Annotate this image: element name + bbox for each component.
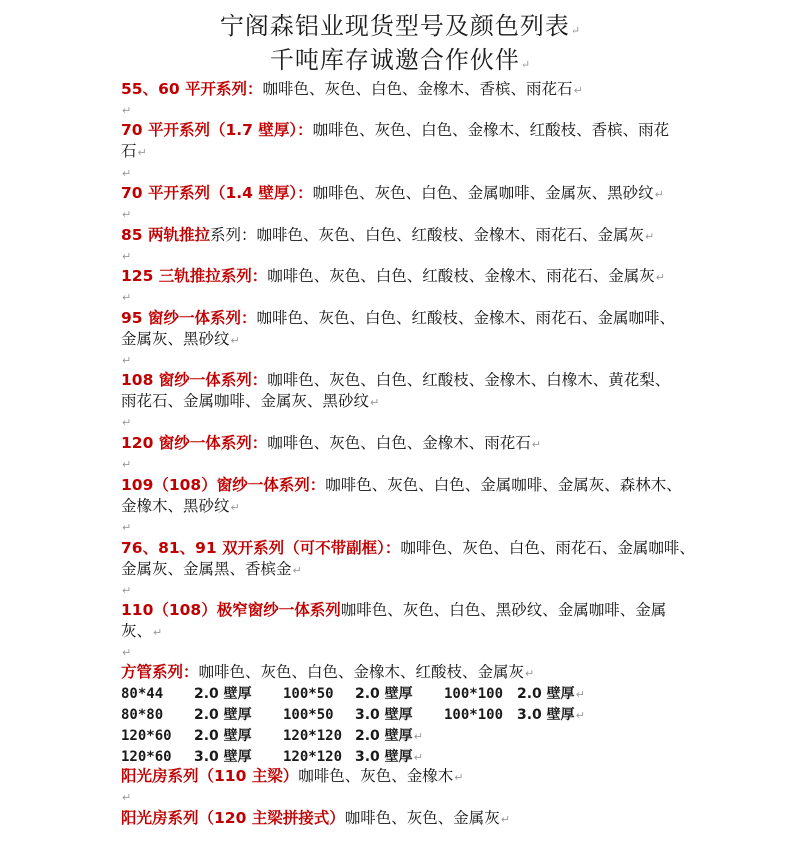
document-subtitle <box>0 40 801 75</box>
text-run: 100*50 <box>283 707 334 723</box>
series-entry-continuation <box>121 496 240 518</box>
paragraph-mark: ↵ <box>570 24 582 37</box>
paragraph-mark: ↵ <box>122 416 132 429</box>
color-list: 咖啡色、灰色、白色、红酸枝、金橡木、白橡木、黄花梨、 <box>267 371 671 389</box>
series-entry-continuation <box>121 391 379 413</box>
text-run: 120*120 <box>283 749 343 765</box>
paragraph-mark: ↵ <box>454 771 464 784</box>
paragraph-mark: ↵ <box>122 521 132 534</box>
text-run: 2.0 壁厚 <box>194 686 252 702</box>
text-run: 2.0 壁厚 <box>194 728 252 744</box>
tube-spec-cell <box>355 727 423 746</box>
blank-paragraph <box>121 789 131 805</box>
series-name: 76、81、91 双开系列（可不带副框）： <box>121 539 401 557</box>
color-list: 咖啡色、灰色、金橡木 <box>298 767 454 785</box>
tube-spec-cell <box>194 727 252 745</box>
series-name: 方管系列： <box>121 663 199 681</box>
series-entry <box>121 79 583 101</box>
series-entry <box>121 183 664 205</box>
series-entry <box>121 808 510 830</box>
series-entry-continuation <box>121 621 162 643</box>
text-run: 120*60 <box>121 728 172 744</box>
series-name: 70 平开系列（1.7 壁厚）： <box>121 121 313 139</box>
series-entry-continuation <box>121 329 240 351</box>
text-run: 金属灰、金属黑、香槟金 <box>121 560 292 578</box>
text-run: 3.0 壁厚 <box>355 707 413 723</box>
text-run: 3.0 壁厚 <box>517 707 575 723</box>
tube-spec-cell <box>355 748 423 767</box>
paragraph-mark: ↵ <box>230 501 240 514</box>
text-run: 石 <box>121 142 137 160</box>
paragraph-mark: ↵ <box>122 104 132 117</box>
tube-spec-cell <box>121 706 163 724</box>
series-entry <box>121 266 665 288</box>
color-list: 咖啡色、灰色、白色、黑砂纹、金属咖啡、金属 <box>340 601 667 619</box>
text-run: 雨花石、金属咖啡、金属灰、黑砂纹 <box>121 392 370 410</box>
paragraph-mark: ↵ <box>573 84 583 97</box>
text-run: 金属灰、黑砂纹 <box>121 330 230 348</box>
color-list: 咖啡色、灰色、白色、红酸枝、金橡木、雨花石、金属灰 <box>267 267 655 285</box>
series-name: 110（108）极窄窗纱一体系列 <box>121 601 341 619</box>
tube-spec-cell <box>517 685 585 704</box>
text-run: 2.0 壁厚 <box>355 686 413 702</box>
text-run: 金橡木、黑砂纹 <box>121 497 230 515</box>
series-entry <box>121 600 666 620</box>
blank-paragraph <box>121 248 131 264</box>
paragraph-mark: ↵ <box>153 626 163 639</box>
series-name: 70 平开系列（1.4 壁厚）： <box>121 184 313 202</box>
text-run: 2.0 壁厚 <box>517 686 575 702</box>
blank-paragraph <box>121 644 131 660</box>
text-run: 80*44 <box>121 686 164 702</box>
tube-spec-cell <box>283 727 342 745</box>
paragraph-mark: ↵ <box>531 438 541 451</box>
text-run: 3.0 壁厚 <box>355 749 413 765</box>
blank-paragraph <box>121 582 131 598</box>
series-entry <box>121 225 654 247</box>
tube-spec-cell <box>283 706 334 724</box>
paragraph-mark: ↵ <box>520 58 532 71</box>
paragraph-mark: ↵ <box>122 250 132 263</box>
color-list: 咖啡色、灰色、白色、金橡木、香槟、雨花石 <box>262 80 573 98</box>
series-name: 108 窗纱一体系列： <box>121 371 268 389</box>
series-entry <box>121 766 464 788</box>
tube-spec-cell <box>283 685 334 703</box>
paragraph-mark: ↵ <box>413 730 423 743</box>
blank-paragraph <box>121 352 131 368</box>
blank-paragraph <box>121 519 131 535</box>
color-list: 咖啡色、灰色、白色、红酸枝、金橡木、雨花石、金属咖啡、 <box>256 309 675 327</box>
paragraph-mark: ↵ <box>644 230 655 243</box>
tube-spec-cell <box>194 706 252 724</box>
document-title <box>0 6 801 41</box>
paragraph-mark: ↵ <box>292 564 302 577</box>
color-list: 咖啡色、灰色、白色、金橡木、红酸枝、金属灰 <box>198 663 525 681</box>
tube-spec-cell <box>444 685 503 703</box>
series-name: 55、60 平开系列： <box>121 80 263 98</box>
blank-paragraph <box>121 414 131 430</box>
text-run: 2.0 壁厚 <box>194 707 252 723</box>
series-name: 120 窗纱一体系列： <box>121 434 268 452</box>
paragraph-mark: ↵ <box>575 688 585 701</box>
blank-paragraph <box>121 102 131 118</box>
tube-spec-cell <box>355 706 413 724</box>
color-list: 咖啡色、灰色、白色、金橡木、雨花石 <box>267 434 531 452</box>
tube-spec-cell <box>517 706 585 725</box>
series-entry <box>121 120 669 140</box>
text-run: 千吨库存诚邀合作伙伴 <box>269 46 520 74</box>
paragraph-mark: ↵ <box>122 584 132 597</box>
series-entry <box>121 433 541 455</box>
paragraph-mark: ↵ <box>654 188 664 201</box>
text-run: 2.0 壁厚 <box>355 728 413 744</box>
series-entry <box>121 475 682 495</box>
paragraph-mark: ↵ <box>122 167 132 180</box>
series-entry <box>121 662 534 684</box>
tube-spec-cell <box>194 685 252 703</box>
tube-spec-cell <box>194 748 252 766</box>
text-run: 100*100 <box>444 707 504 723</box>
paragraph-mark: ↵ <box>122 646 132 659</box>
series-name: 阳光房系列（110 主梁） <box>121 767 299 785</box>
tube-spec-cell <box>283 748 342 766</box>
paragraph-mark: ↵ <box>500 813 510 826</box>
paragraph-mark: ↵ <box>122 354 132 367</box>
series-entry <box>121 370 670 390</box>
series-name: 95 窗纱一体系列： <box>121 309 257 327</box>
tube-spec-cell <box>444 706 503 724</box>
paragraph-mark: ↵ <box>655 271 665 284</box>
color-list: 咖啡色、灰色、白色、雨花石、金属咖啡、 <box>400 539 695 557</box>
paragraph-mark: ↵ <box>575 709 585 722</box>
series-entry <box>121 308 675 328</box>
paragraph-mark: ↵ <box>122 458 132 471</box>
tube-spec-cell <box>355 685 413 703</box>
series-entry <box>121 538 695 558</box>
blank-paragraph <box>121 289 131 305</box>
series-name: 阳光房系列（120 主梁拼接式） <box>121 809 345 827</box>
series-name: 85 两轨推拉 <box>121 226 210 244</box>
blank-paragraph <box>121 456 131 472</box>
color-list: 咖啡色、灰色、金属灰 <box>344 809 500 827</box>
color-list: 系列：咖啡色、灰色、白色、红酸枝、金橡木、雨花石、金属灰 <box>209 226 644 244</box>
text-run: 100*100 <box>444 686 504 702</box>
tube-spec-cell <box>121 727 172 745</box>
text-run: 宁阁森铝业现货型号及颜色列表 <box>219 12 570 40</box>
text-run: 3.0 壁厚 <box>194 749 252 765</box>
color-list: 咖啡色、灰色、白色、金橡木、红酸枝、香槟、雨花 <box>312 121 670 139</box>
color-list: 咖啡色、灰色、白色、金属咖啡、金属灰、黑砂纹 <box>312 184 654 202</box>
paragraph-mark: ↵ <box>230 334 240 347</box>
paragraph-mark: ↵ <box>370 396 380 409</box>
paragraph-mark: ↵ <box>122 208 132 221</box>
series-entry-continuation <box>121 559 302 581</box>
text-run: 100*50 <box>283 686 334 702</box>
paragraph-mark: ↵ <box>122 791 132 804</box>
series-name: 109（108）窗纱一体系列： <box>121 476 326 494</box>
blank-paragraph <box>121 206 131 222</box>
blank-paragraph <box>121 165 131 181</box>
tube-spec-cell <box>121 748 172 766</box>
paragraph-mark: ↵ <box>525 667 535 680</box>
paragraph-mark: ↵ <box>122 291 132 304</box>
text-run: 80*80 <box>121 707 164 723</box>
text-run: 灰、 <box>121 622 153 640</box>
paragraph-mark: ↵ <box>137 146 147 159</box>
tube-spec-cell <box>121 685 163 703</box>
paragraph-mark: ↵ <box>413 751 423 764</box>
color-list: 咖啡色、灰色、白色、金属咖啡、金属灰、森林木、 <box>325 476 682 494</box>
text-run: 120*60 <box>121 749 172 765</box>
series-name: 125 三轨推拉系列： <box>121 267 268 285</box>
series-entry-continuation <box>121 141 147 163</box>
text-run: 120*120 <box>283 728 343 744</box>
